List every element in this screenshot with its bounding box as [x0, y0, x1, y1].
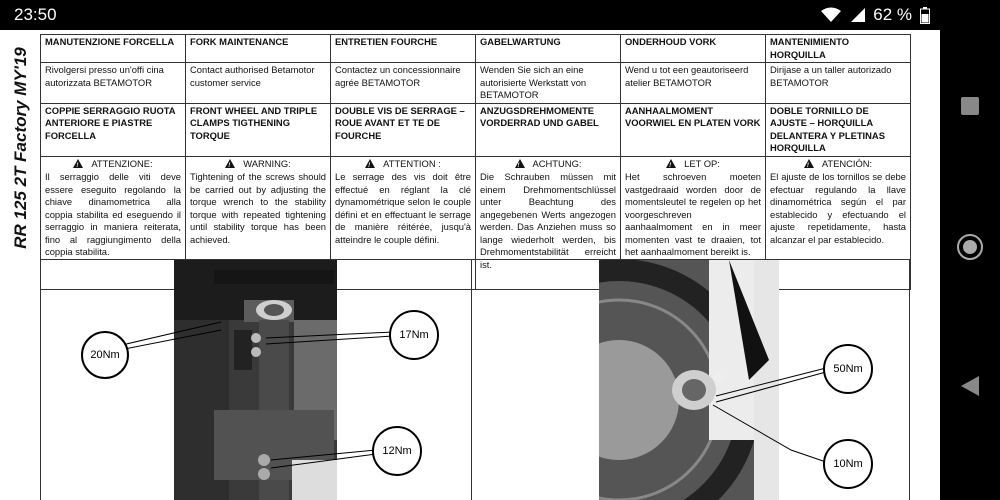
- status-icons: [821, 5, 930, 25]
- side-title: [6, 38, 36, 258]
- torque-title: DOUBLE VIS DE SERRAGE – ROUE AVANT ET TE DE FOURCHE: [331, 103, 476, 156]
- contact-text: Wend u tot een geautoriseerd atelier BETAMOTOR: [621, 63, 766, 104]
- torque-title: AANHAALMOMENT VOORWIEL EN PLATEN VORK: [621, 103, 766, 156]
- section-header: MANTENIMIENTO HORQUILLA: [766, 35, 911, 63]
- torque-title: COPPIE SERRAGGIO RUOTA ANTERIORE E PIASTRE FORCELLA: [41, 103, 186, 156]
- maintenance-table: [40, 34, 911, 290]
- warning-text: Le serrage des vis doit être effectué en réglant la clé dynamométrique selon le couple défini et en effectuant le serrage de manière réitérée, jusqu'à atteindre le couple défini.: [335, 171, 471, 245]
- warning-icon: [515, 159, 525, 168]
- section-header: FORK MAINTENANCE: [186, 35, 331, 63]
- warning-icon: [666, 159, 676, 168]
- recents-button[interactable]: [950, 88, 990, 128]
- contact-text: Contact authorised Betamotor customer service: [186, 63, 331, 104]
- status-bar: [0, 0, 1000, 30]
- title-row: [41, 103, 911, 156]
- torque-callout: 12Nm: [372, 426, 422, 476]
- document-page[interactable]: [0, 30, 940, 500]
- warning-label: ATTENTION :: [383, 157, 441, 169]
- home-button[interactable]: [950, 229, 990, 269]
- torque-callout: 50Nm: [823, 344, 873, 394]
- warning-icon: [225, 159, 235, 168]
- section-header: ONDERHOUD VORK: [621, 35, 766, 63]
- section-header: MANUTENZIONE FORCELLA: [41, 35, 186, 63]
- warning-label: ATTENZIONE:: [91, 157, 153, 169]
- wifi-icon: [821, 7, 841, 23]
- back-icon: [961, 376, 979, 401]
- contact-text: Wenden Sie sich an eine autorisierte Werkstatt von BETAMOTOR: [476, 63, 621, 104]
- signal-icon: [849, 7, 865, 23]
- figure-row: [40, 259, 910, 500]
- battery-percent: 62 %: [873, 5, 912, 24]
- warning-label: WARNING:: [243, 157, 291, 169]
- warning-text: Tightening of the screws should be carried out by adjusting the torque wrench to the stability torque with repeated tightening until stability torque has been achieved.: [190, 171, 326, 245]
- section-header: GABELWARTUNG: [476, 35, 621, 63]
- section-header-row: [41, 35, 911, 63]
- home-icon: [956, 233, 984, 266]
- warning-icon: [73, 159, 83, 168]
- contact-text: Contactez un concessionnaire agrée BETAMOTOR: [331, 63, 476, 104]
- warning-icon: [365, 159, 375, 168]
- contact-text: Dirijase a un taller autorizado BETAMOTOR: [766, 63, 911, 104]
- contact-row: [41, 63, 911, 104]
- torque-callout: 20Nm: [81, 331, 129, 379]
- contact-text: Rivolgersi presso un'offi cina autorizzata BETAMOTOR: [41, 63, 186, 104]
- warning-label: LET OP:: [684, 157, 720, 169]
- torque-title: ANZUGSDREHMOMENTE VORDERRAD UND GABEL: [476, 103, 621, 156]
- warning-label: ACHTUNG:: [532, 157, 582, 169]
- warning-text: Het schroeven moeten vastgedraaid worden door de momentsleutel te regelen op het voorgeschreven aanhaalmoment en in meer momenten vast te draaien, tot het aanhaalmoment bereikt is.: [625, 171, 761, 257]
- warning-label: ATENCIÓN:: [821, 157, 873, 169]
- torque-callout: 17Nm: [389, 310, 439, 360]
- status-clock: 23:50: [14, 5, 57, 24]
- side-title-text: RR 125 2T Factory MY'19: [11, 47, 30, 249]
- torque-title: FRONT WHEEL AND TRIPLE CLAMPS TIGTHENING TORQUE: [186, 103, 331, 156]
- torque-callout: 10Nm: [823, 439, 873, 489]
- recents-icon: [961, 97, 979, 120]
- torque-title: DOBLE TORNILLO DE AJUSTE – HORQUILLA DELANTERA Y PLETINAS HORQUILLA: [766, 103, 911, 156]
- back-button[interactable]: [950, 368, 990, 408]
- warning-text: El ajuste de los tornillos se debe efectuar regulando la llave dinamométrica según el par establecido y efectuando el ajuste repetidamente, hasta alcanzar el par establecido.: [770, 171, 906, 245]
- navigation-bar: [940, 0, 1000, 500]
- warning-icon: [804, 159, 814, 168]
- section-header: ENTRETIEN FOURCHE: [331, 35, 476, 63]
- battery-icon: [920, 7, 930, 24]
- warning-text: Il serraggio delle viti deve essere eseguito regolando la chiave dinamometrica alla coppia stabilita ed eseguendo il serraggio in maniera reiterata, fino al raggiungimento della coppia stabilita.: [45, 171, 181, 257]
- warning-text: Die Schrauben müssen mit einem Drehmomentschlüssel unter Beachtung des angegebenen Werts angezogen werden. Das Anziehen muss so lange wiederholt werden, bis Drehmomentstabilität erreicht ist.: [480, 171, 616, 270]
- callout-lines: [41, 260, 911, 500]
